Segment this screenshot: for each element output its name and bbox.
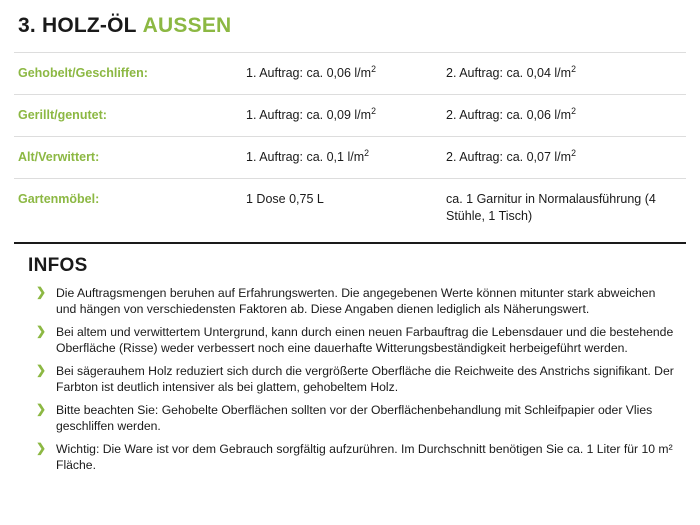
list-item	[36, 324, 678, 356]
table-row	[14, 94, 686, 136]
list-item	[36, 402, 678, 434]
table-row	[14, 178, 686, 238]
chevron-right-icon: ❯	[36, 284, 47, 299]
infos-list	[14, 285, 686, 474]
table-row	[14, 53, 686, 95]
row-first-coat	[246, 178, 446, 238]
row-label: Gartenmöbel:	[18, 191, 100, 206]
superscript: 2	[364, 147, 369, 158]
page-title	[18, 14, 686, 38]
list-item-text: Wichtig: Die Ware ist vor dem Gebrauch sorgfältig aufzurühren. Im Durchschnitt benötigen Sie ca. 1 Liter für 10 m² Fläche.	[56, 442, 673, 473]
row-first-coat-value: 1. Auftrag: ca. 0,1 $l/m^2$	[246, 147, 369, 164]
row-label: Alt/Verwittert:	[18, 149, 100, 164]
row-first-coat	[246, 136, 446, 178]
page-title-accent: AUSSEN	[142, 14, 232, 37]
row-label: Gerillt/genutet:	[18, 107, 107, 122]
row-second-coat	[446, 178, 686, 238]
row-second-coat-value: 2. Auftrag: ca. 0,04 $l/m^2$	[446, 63, 576, 80]
row-label: Gehobelt/Geschliffen:	[18, 66, 148, 80]
infos-section	[14, 242, 686, 474]
list-item	[36, 363, 678, 395]
superscript: 2	[571, 147, 576, 158]
superscript: 2	[371, 63, 376, 74]
chevron-right-icon: ❯	[36, 363, 47, 377]
page-title-number: 3. HOLZ-ÖL	[18, 14, 137, 37]
superscript: 2	[371, 105, 376, 116]
row-first-coat-value: 1. Auftrag: ca. 0,06 $l/m^2$	[246, 63, 376, 80]
row-second-coat-value: ca. 1 Garnitur in Normalausführung (4 Stühle, 1 Tisch)	[446, 191, 656, 224]
infos-heading: INFOS	[28, 254, 88, 276]
row-second-coat-value: 2. Auftrag: ca. 0,06 $l/m^2$	[446, 105, 576, 122]
row-second-coat	[446, 94, 686, 136]
list-item-text: Die Auftragsmengen beruhen auf Erfahrungswerten. Die angegebenen Werte können mitunter stark abweichen und hängen von verschiedensten Faktoren ab. Diese Angaben dienen lediglich als Näherungswert.	[56, 285, 656, 316]
row-second-coat-value: 2. Auftrag: ca. 0,07 $l/m^2$	[446, 147, 576, 164]
consumption-table	[14, 52, 686, 238]
list-item-text: Bitte beachten Sie: Gehobelte Oberflächen sollten vor der Oberflächenbehandlung mit Schleifpapier oder Vlies geschliffen werden.	[56, 403, 653, 434]
row-first-coat-value: 1 Dose 0,75 L	[246, 191, 324, 206]
list-item-text: Bei sägerauhem Holz reduziert sich durch die vergrößerte Oberfläche die Reichweite des Anstrichs signifikant. Der Farbton ist deutlich intensiver als bei glattem, gehobeltem Holz.	[56, 364, 674, 395]
row-second-coat	[446, 136, 686, 178]
chevron-right-icon: ❯	[36, 323, 47, 338]
list-item	[36, 441, 678, 473]
row-first-coat	[246, 53, 446, 95]
table-row	[14, 136, 686, 178]
superscript: 2	[571, 105, 576, 116]
row-first-coat	[246, 94, 446, 136]
superscript: 2	[571, 63, 576, 74]
chevron-right-icon: ❯	[36, 441, 47, 456]
row-second-coat	[446, 53, 686, 95]
list-item-text: Bei altem und verwittertem Untergrund, kann durch einen neuen Farbauftrag die Lebensdauer und die bestehende Oberfläche (Risse) weder verbessert noch eine dauerhafte Witterungsbeständigkeit herbeigeführt werden.	[56, 324, 674, 355]
list-item	[36, 285, 678, 317]
row-first-coat-value: 1. Auftrag: ca. 0,09 $l/m^2$	[246, 105, 376, 122]
chevron-right-icon: ❯	[36, 402, 47, 417]
